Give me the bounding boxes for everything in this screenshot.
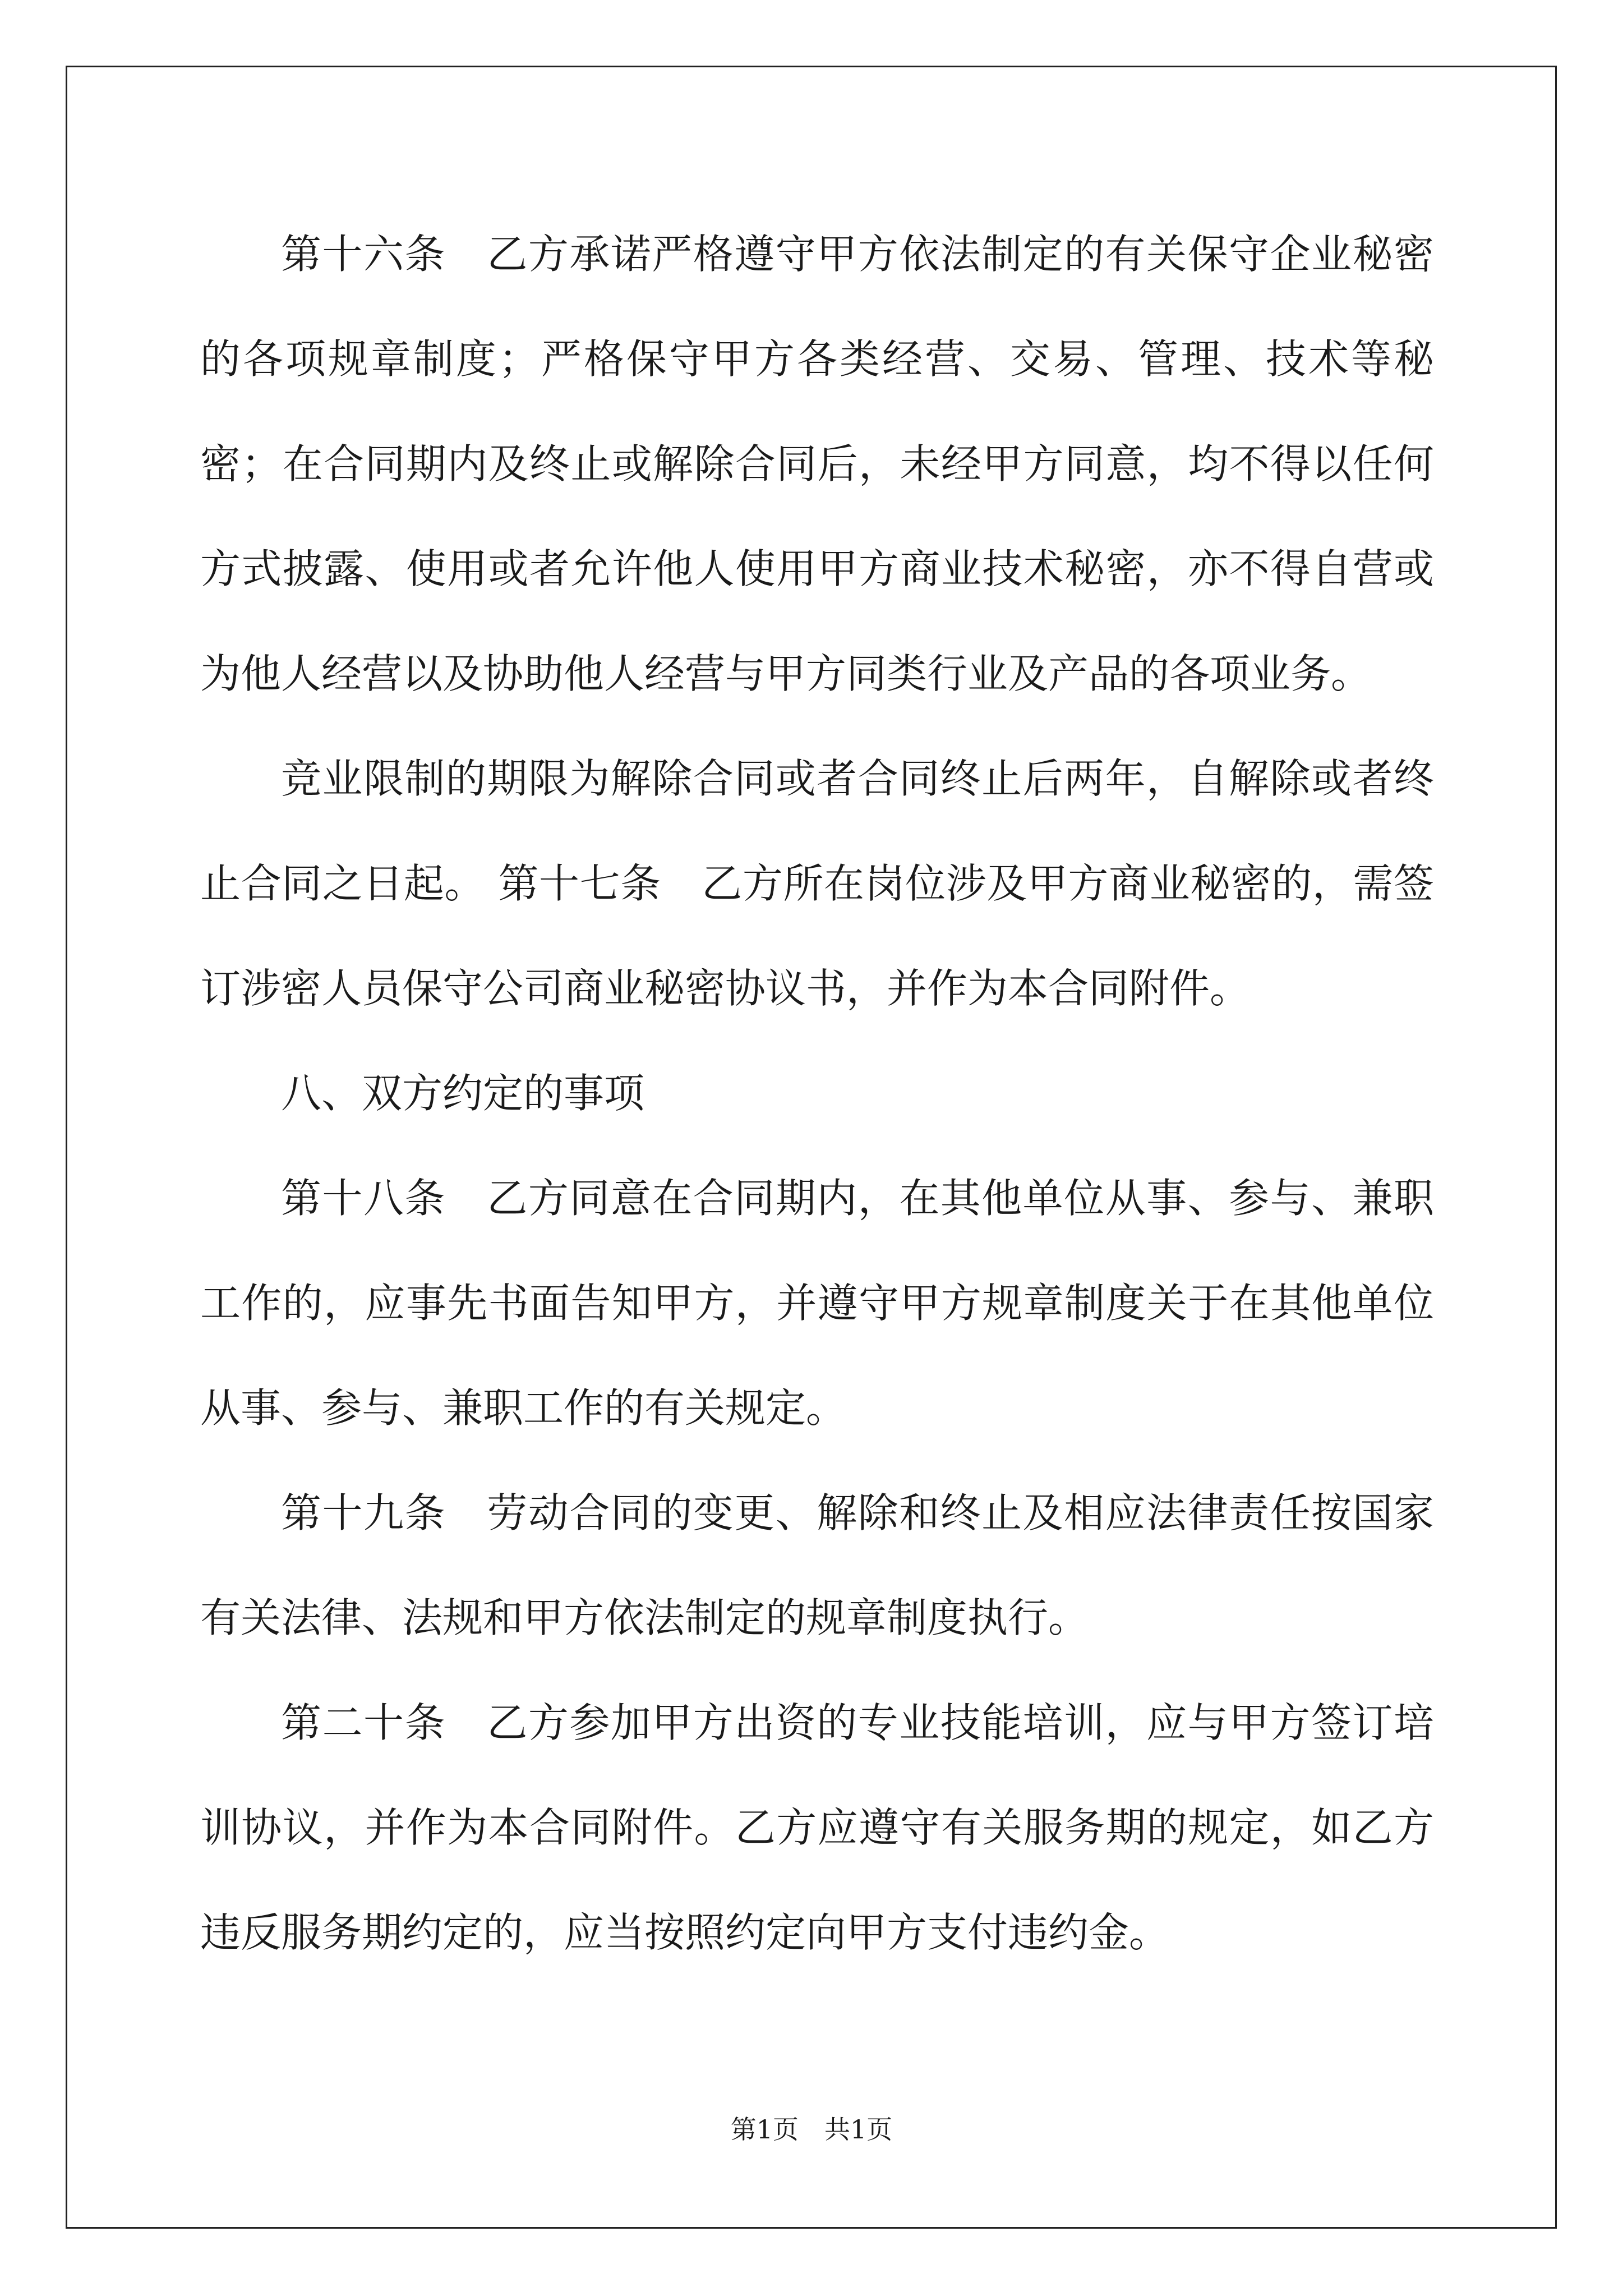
paragraph-non-compete-article-17: 竞业限制的期限为解除合同或者合同终止后两年，自解除或者终止合同之日起。 第十七条 乙方所在岗位涉及甲方商业秘密的，需签订涉密人员保守公司商业秘密协议书，并作为本合同附件。 [200,755,1434,1012]
page-footer: 第1页 共1页 [730,2114,893,2145]
paragraph-article-16: 第十六条 乙方承诺严格遵守甲方依法制定的有关保守企业秘密的各项规章制度；严格保守甲方各类经营、交易、管理、技术等秘密；在合同期内及终止或解除合同后，未经甲方同意，均不得以任何方式披露、使用或者允许他人使用甲方商业技术秘密，亦不得自营或为他人经营以及协助他人经营与甲方同类行业及产品的各项业务。 [200,231,1434,697]
paragraph-article-18: 第十八条 乙方同意在合同期内，在其他单位从事、参与、兼职工作的，应事先书面告知甲方，并遵守甲方规章制度关于在其他单位从事、参与、兼职工作的有关规定。 [200,1175,1434,1432]
document-body [200,202,1434,1985]
paragraph-article-20: 第二十条 乙方参加甲方出资的专业技能培训，应与甲方签订培训协议，并作为本合同附件。乙方应遵守有关服务期的规定，如乙方违反服务期约定的，应当按照约定向甲方支付违约金。 [200,1699,1434,1956]
paragraph-article-19: 第十九条 劳动合同的变更、解除和终止及相应法律责任按国家有关法律、法规和甲方依法制定的规章制度执行。 [200,1489,1434,1641]
section-heading-agreed-matters: 八、双方约定的事项 [281,1070,645,1117]
